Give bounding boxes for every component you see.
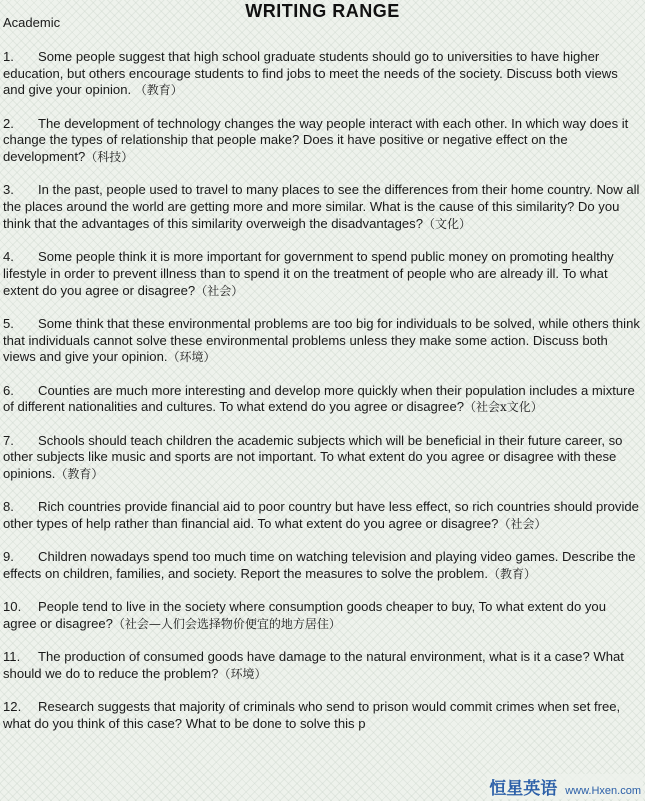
topic-tag: （科技） <box>85 150 134 165</box>
topic-tag: （环境） <box>167 350 216 365</box>
question-text: Schools should teach children the academic subjects which will be beneficial in their future career, so other subjects like music and sports are not important. To what extent do you agree or disagree with these opinions. <box>3 432 623 481</box>
question-item <box>3 549 643 582</box>
category-label: Academic <box>3 15 61 30</box>
question-text: In the past, people used to travel to many places to see the differences from their home country. Now all the places around the world are getting more and more similar. What is the cause of this similarity? Do you think that the advantages of this similarity overweigh the disadvantages? <box>3 182 640 231</box>
question-item <box>3 499 643 532</box>
topic-tag: （教育） <box>487 566 536 581</box>
question-number: 11. <box>3 649 21 665</box>
question-item <box>3 116 643 166</box>
question-item <box>3 599 643 632</box>
topic-tag: （社会x文化） <box>464 400 543 415</box>
question-text: Research suggests that majority of criminals who send to prison would commit crimes when set free, what do you think of this case? What to be done to solve this p <box>3 699 621 731</box>
question-item <box>3 249 643 299</box>
topic-tag: （社会） <box>498 516 547 531</box>
question-number: 2. <box>3 115 14 131</box>
topic-tag: （社会） <box>195 283 244 298</box>
question-number: 7. <box>3 432 14 448</box>
topic-tag: （教育） <box>134 83 183 98</box>
question-number: 9. <box>3 549 14 565</box>
question-number: 8. <box>3 499 14 515</box>
topic-tag: （教育） <box>55 466 104 481</box>
watermark-brand: 恒星英语 <box>489 779 558 799</box>
question-item <box>3 433 643 483</box>
question-text: The development of technology changes the way people interact with each other. In which way does it change the types of relationship that people make? Does it have positive or negative effect on the development? <box>3 115 629 165</box>
question-text: The production of consumed goods have damage to the natural environment, what is it a case? What should we do to reduce the problem? <box>3 649 624 681</box>
question-number: 3. <box>3 182 14 198</box>
question-number: 12. <box>3 699 22 715</box>
question-item <box>3 383 643 416</box>
question-item <box>3 649 643 682</box>
page-title: WRITING RANGE <box>245 1 400 21</box>
topic-tag: （文化） <box>422 216 471 231</box>
question-number: 6. <box>3 382 14 398</box>
topic-tag: （社会—人们会选择物价便宜的地方居住） <box>112 616 341 631</box>
question-number: 5. <box>3 315 14 331</box>
question-item <box>3 49 643 99</box>
question-number: 10. <box>3 599 22 615</box>
topic-tag: （环境） <box>218 666 267 681</box>
question-number: 1. <box>3 49 14 64</box>
question-text: Rich countries provide financial aid to poor country but have less effect, so rich countries should provide other types of help rather than financial aid. To what extent do you agree or disagree? <box>3 499 639 531</box>
question-text: Some people think it is more important for government to spend public money on promoting healthy lifestyle in order to prevent illness than to spend it on the treatment of people who are already ill. To what extent do you agree or disagree? <box>3 249 614 298</box>
question-text: Counties are much more interesting and develop more quickly when their population includes a mixture of different nationalities and cultures. To what extend do you agree or disagree? <box>3 382 635 415</box>
watermark-url: www.Hxen.com <box>565 785 641 797</box>
question-text: Some people suggest that high school graduate students should go to universities to have higher education, but others encourage students to find jobs to meet the needs of the society. Discuss both views and give your opinion. <box>3 49 618 98</box>
question-item <box>3 699 643 732</box>
question-item <box>3 316 643 366</box>
site-watermark <box>487 774 643 799</box>
question-list <box>3 49 643 749</box>
question-text: Children nowadays spend too much time on watching television and playing video games. Describe the effects on children, families, and society. Report the measures to solve the problem. <box>3 549 636 581</box>
question-text: Some think that these environmental problems are too big for individuals to be solved, while others think that individuals cannot solve these environmental problems unless they make some action. Discuss both views and give your opinion. <box>3 315 640 365</box>
question-text: People tend to live in the society where consumption goods cheaper to buy, To what extent do you agree or disagree? <box>3 599 606 631</box>
question-item <box>3 182 643 232</box>
question-number: 4. <box>3 249 14 265</box>
